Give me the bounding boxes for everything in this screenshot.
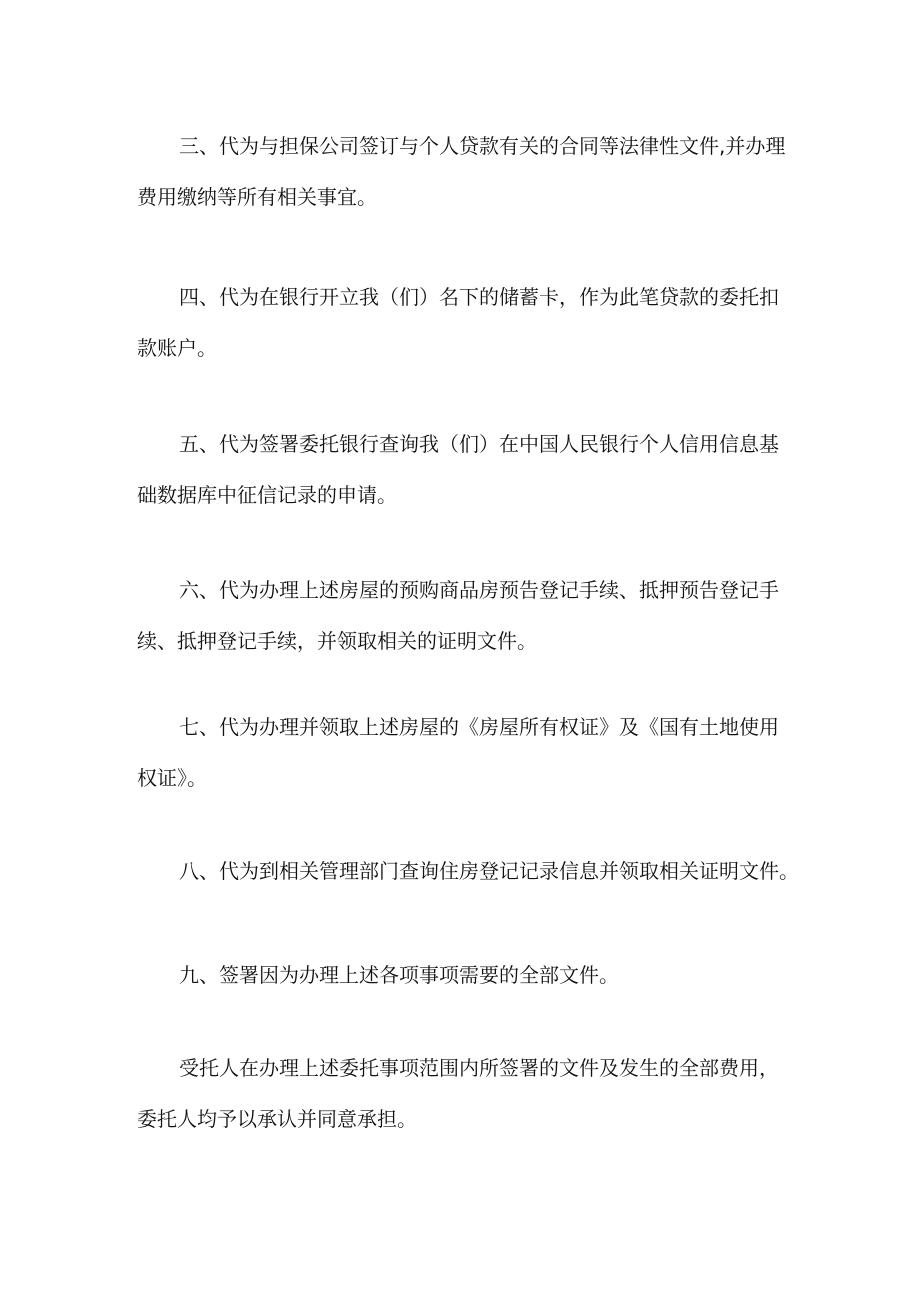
acknowledgement-paragraph — [137, 1043, 797, 1145]
clause-7-line-2: 权证》。 — [137, 766, 207, 790]
clause-9 — [137, 950, 797, 1001]
clause-7 — [137, 702, 797, 804]
clause-3-line-2: 费用缴纳等所有相关事宜。 — [137, 185, 377, 209]
acknowledgement-line-1: 受托人在办理上述委托事项范围内所签署的文件及发生的全部费用， — [179, 1056, 779, 1080]
clause-4-line-1: 四、代为在银行开立我（们）名下的储蓄卡，作为此笔贷款的委托扣 — [179, 285, 779, 309]
clause-6-line-2: 续、抵押登记手续，并领取相关的证明文件。 — [137, 629, 537, 653]
clause-5-line-2: 础数据库中征信记录的申请。 — [137, 483, 397, 507]
clause-8-line-1: 八、代为到相关管理部门查询住房登记记录信息并领取相关证明文件。 — [179, 859, 799, 883]
clause-3 — [137, 121, 797, 223]
clause-6-line-1: 六、代为办理上述房屋的预购商品房预告登记手续、抵押预告登记手 — [179, 578, 779, 602]
clause-6 — [137, 565, 797, 667]
clause-7-line-1: 七、代为办理并领取上述房屋的《房屋所有权证》及《国有土地使用 — [179, 715, 779, 739]
clause-4-line-2: 款账户。 — [137, 336, 217, 360]
clause-5 — [137, 419, 797, 521]
clause-9-line-1: 九、签署因为办理上述各项事项需要的全部文件。 — [179, 963, 619, 987]
clause-3-line-1: 三、代为与担保公司签订与个人贷款有关的合同等法律性文件,并办理 — [179, 134, 786, 158]
clause-8 — [137, 846, 797, 897]
acknowledgement-line-2: 委托人均予以承认并同意承担。 — [137, 1107, 417, 1131]
clause-5-line-1: 五、代为签署委托银行查询我（们）在中国人民银行个人信用信息基 — [179, 432, 779, 456]
clause-4 — [137, 272, 797, 374]
